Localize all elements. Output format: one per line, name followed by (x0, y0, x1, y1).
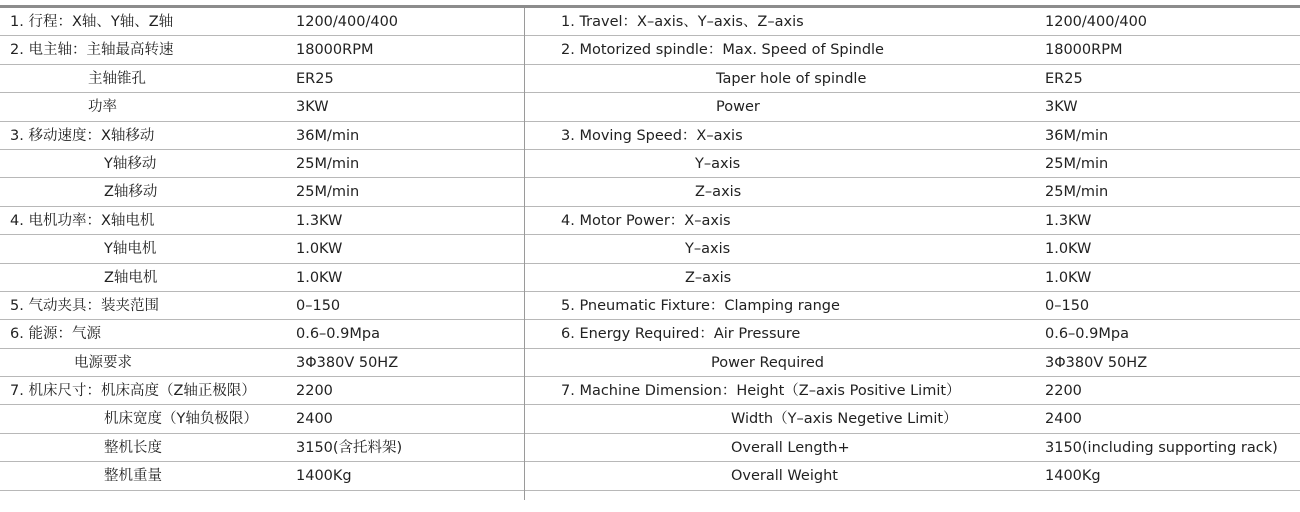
spec-value: 2200 (296, 383, 333, 400)
table-row (0, 178, 524, 206)
spec-value: 25M/min (1045, 184, 1109, 201)
table-row (525, 93, 1300, 121)
table-row (0, 462, 524, 490)
table-row (0, 36, 524, 64)
table-row (525, 65, 1300, 93)
spec-value: 3Φ380V 50HZ (1045, 354, 1148, 371)
table-row (525, 434, 1300, 462)
spec-label: 7. 机床尺寸：机床高度（Z轴正极限） (10, 383, 256, 400)
table-row (0, 292, 524, 320)
spec-value: 25M/min (296, 155, 360, 172)
spec-value: 1.3KW (296, 212, 343, 229)
spec-value: 0–150 (296, 297, 341, 314)
spec-value: 18000RPM (296, 42, 374, 59)
spec-label: 1. Travel：X–axis、Y–axis、Z–axis (561, 14, 804, 30)
spec-label: Taper hole of spindle (716, 70, 867, 87)
spec-label: Power Required (711, 354, 824, 371)
spec-label: 整机长度 (104, 439, 162, 456)
table-row (0, 93, 524, 121)
spec-value: 2400 (296, 411, 333, 428)
spec-value: 0.6–0.9Mpa (296, 326, 380, 343)
spec-value: 1400Kg (1045, 468, 1101, 485)
spec-value: 2200 (1045, 383, 1082, 400)
table-row (0, 320, 524, 348)
spec-label: 机床宽度（Y轴负极限） (104, 411, 258, 428)
table-row (0, 434, 524, 462)
spec-label: 功率 (88, 99, 117, 116)
spec-label: Z–axis (695, 184, 742, 201)
table-row (525, 207, 1300, 235)
table-row (525, 150, 1300, 178)
table-row (0, 264, 524, 292)
spec-value: 0.6–0.9Mpa (1045, 326, 1129, 343)
table-row (0, 349, 524, 377)
spec-label: Z–axis (685, 269, 732, 286)
spec-label: Z轴电机 (104, 269, 158, 286)
spec-value: 1.0KW (296, 269, 343, 286)
spec-value: 1.0KW (296, 241, 343, 258)
spec-label: 5. 气动夹具：装夹范围 (10, 297, 159, 314)
table-row (0, 235, 524, 263)
table-row (525, 8, 1300, 36)
spec-table-english (525, 8, 1300, 491)
table-row (525, 264, 1300, 292)
spec-label: Y轴移动 (104, 155, 157, 172)
table-row (525, 36, 1300, 64)
table-row (0, 8, 524, 36)
table-row (525, 405, 1300, 433)
spec-value: 3KW (296, 99, 329, 116)
spec-label: 4. Motor Power：X–axis (561, 212, 731, 229)
spec-value: ER25 (1045, 70, 1083, 87)
spec-label: 4. 电机功率：X轴电机 (10, 212, 155, 229)
table-row (525, 349, 1300, 377)
spec-value: 18000RPM (1045, 42, 1123, 59)
spec-label: Overall Weight (731, 468, 838, 485)
spec-value: 25M/min (1045, 155, 1109, 172)
spec-value: 0–150 (1045, 297, 1090, 314)
spec-label: 2. 电主轴：主轴最高转速 (10, 42, 174, 59)
spec-value: 1400Kg (296, 468, 352, 485)
table-row (525, 462, 1300, 490)
spec-label: Y–axis (695, 155, 741, 172)
spec-value: 3150(含托料架) (296, 439, 403, 456)
table-row (525, 235, 1300, 263)
spec-value: 1.0KW (1045, 241, 1092, 258)
table-row (525, 178, 1300, 206)
spec-value: 1200/400/400 (1045, 14, 1148, 30)
spec-label: Power (716, 99, 760, 116)
spec-value: 1.3KW (1045, 212, 1092, 229)
spec-value: 1200/400/400 (296, 14, 399, 30)
spec-value: 25M/min (296, 184, 360, 201)
spec-label: Y–axis (685, 241, 731, 258)
table-row (525, 292, 1300, 320)
spec-value: 3150(including supporting rack) (1045, 439, 1278, 456)
table-row (0, 405, 524, 433)
spec-label: 1. 行程：X轴、Y轴、Z轴 (10, 14, 174, 30)
spec-label: 7. Machine Dimension：Height（Z–axis Positive Limit） (561, 383, 961, 400)
spec-value: 36M/min (1045, 127, 1109, 144)
table-row (525, 122, 1300, 150)
spec-label: Overall Length+ (731, 439, 850, 456)
spec-value: 1.0KW (1045, 269, 1092, 286)
table-row (0, 150, 524, 178)
spec-label: Width（Y–axis Negetive Limit） (731, 411, 958, 428)
spec-value: ER25 (296, 70, 334, 87)
spec-table-chinese (0, 8, 524, 491)
spec-label: 6. 能源：气源 (10, 326, 101, 343)
spec-label: Y轴电机 (104, 241, 157, 258)
table-row (0, 122, 524, 150)
spec-label: 电源要求 (74, 354, 132, 371)
table-row (525, 320, 1300, 348)
spec-value: 3Φ380V 50HZ (296, 354, 399, 371)
spec-label: 3. Moving Speed：X–axis (561, 127, 743, 144)
spec-value: 2400 (1045, 411, 1082, 428)
spec-label: 3. 移动速度：X轴移动 (10, 127, 155, 144)
table-row (0, 377, 524, 405)
table-row (525, 377, 1300, 405)
spec-label: 整机重量 (104, 468, 162, 485)
spec-value: 3KW (1045, 99, 1078, 116)
table-row (0, 65, 524, 93)
spec-label: 6. Energy Required：Air Pressure (561, 326, 801, 343)
spec-label: 5. Pneumatic Fixture：Clamping range (561, 297, 840, 314)
spec-label: 2. Motorized spindle：Max. Speed of Spindle (561, 42, 884, 59)
spec-label: Z轴移动 (104, 184, 158, 201)
table-row (0, 207, 524, 235)
spec-label: 主轴锥孔 (88, 70, 146, 87)
spec-value: 36M/min (296, 127, 360, 144)
